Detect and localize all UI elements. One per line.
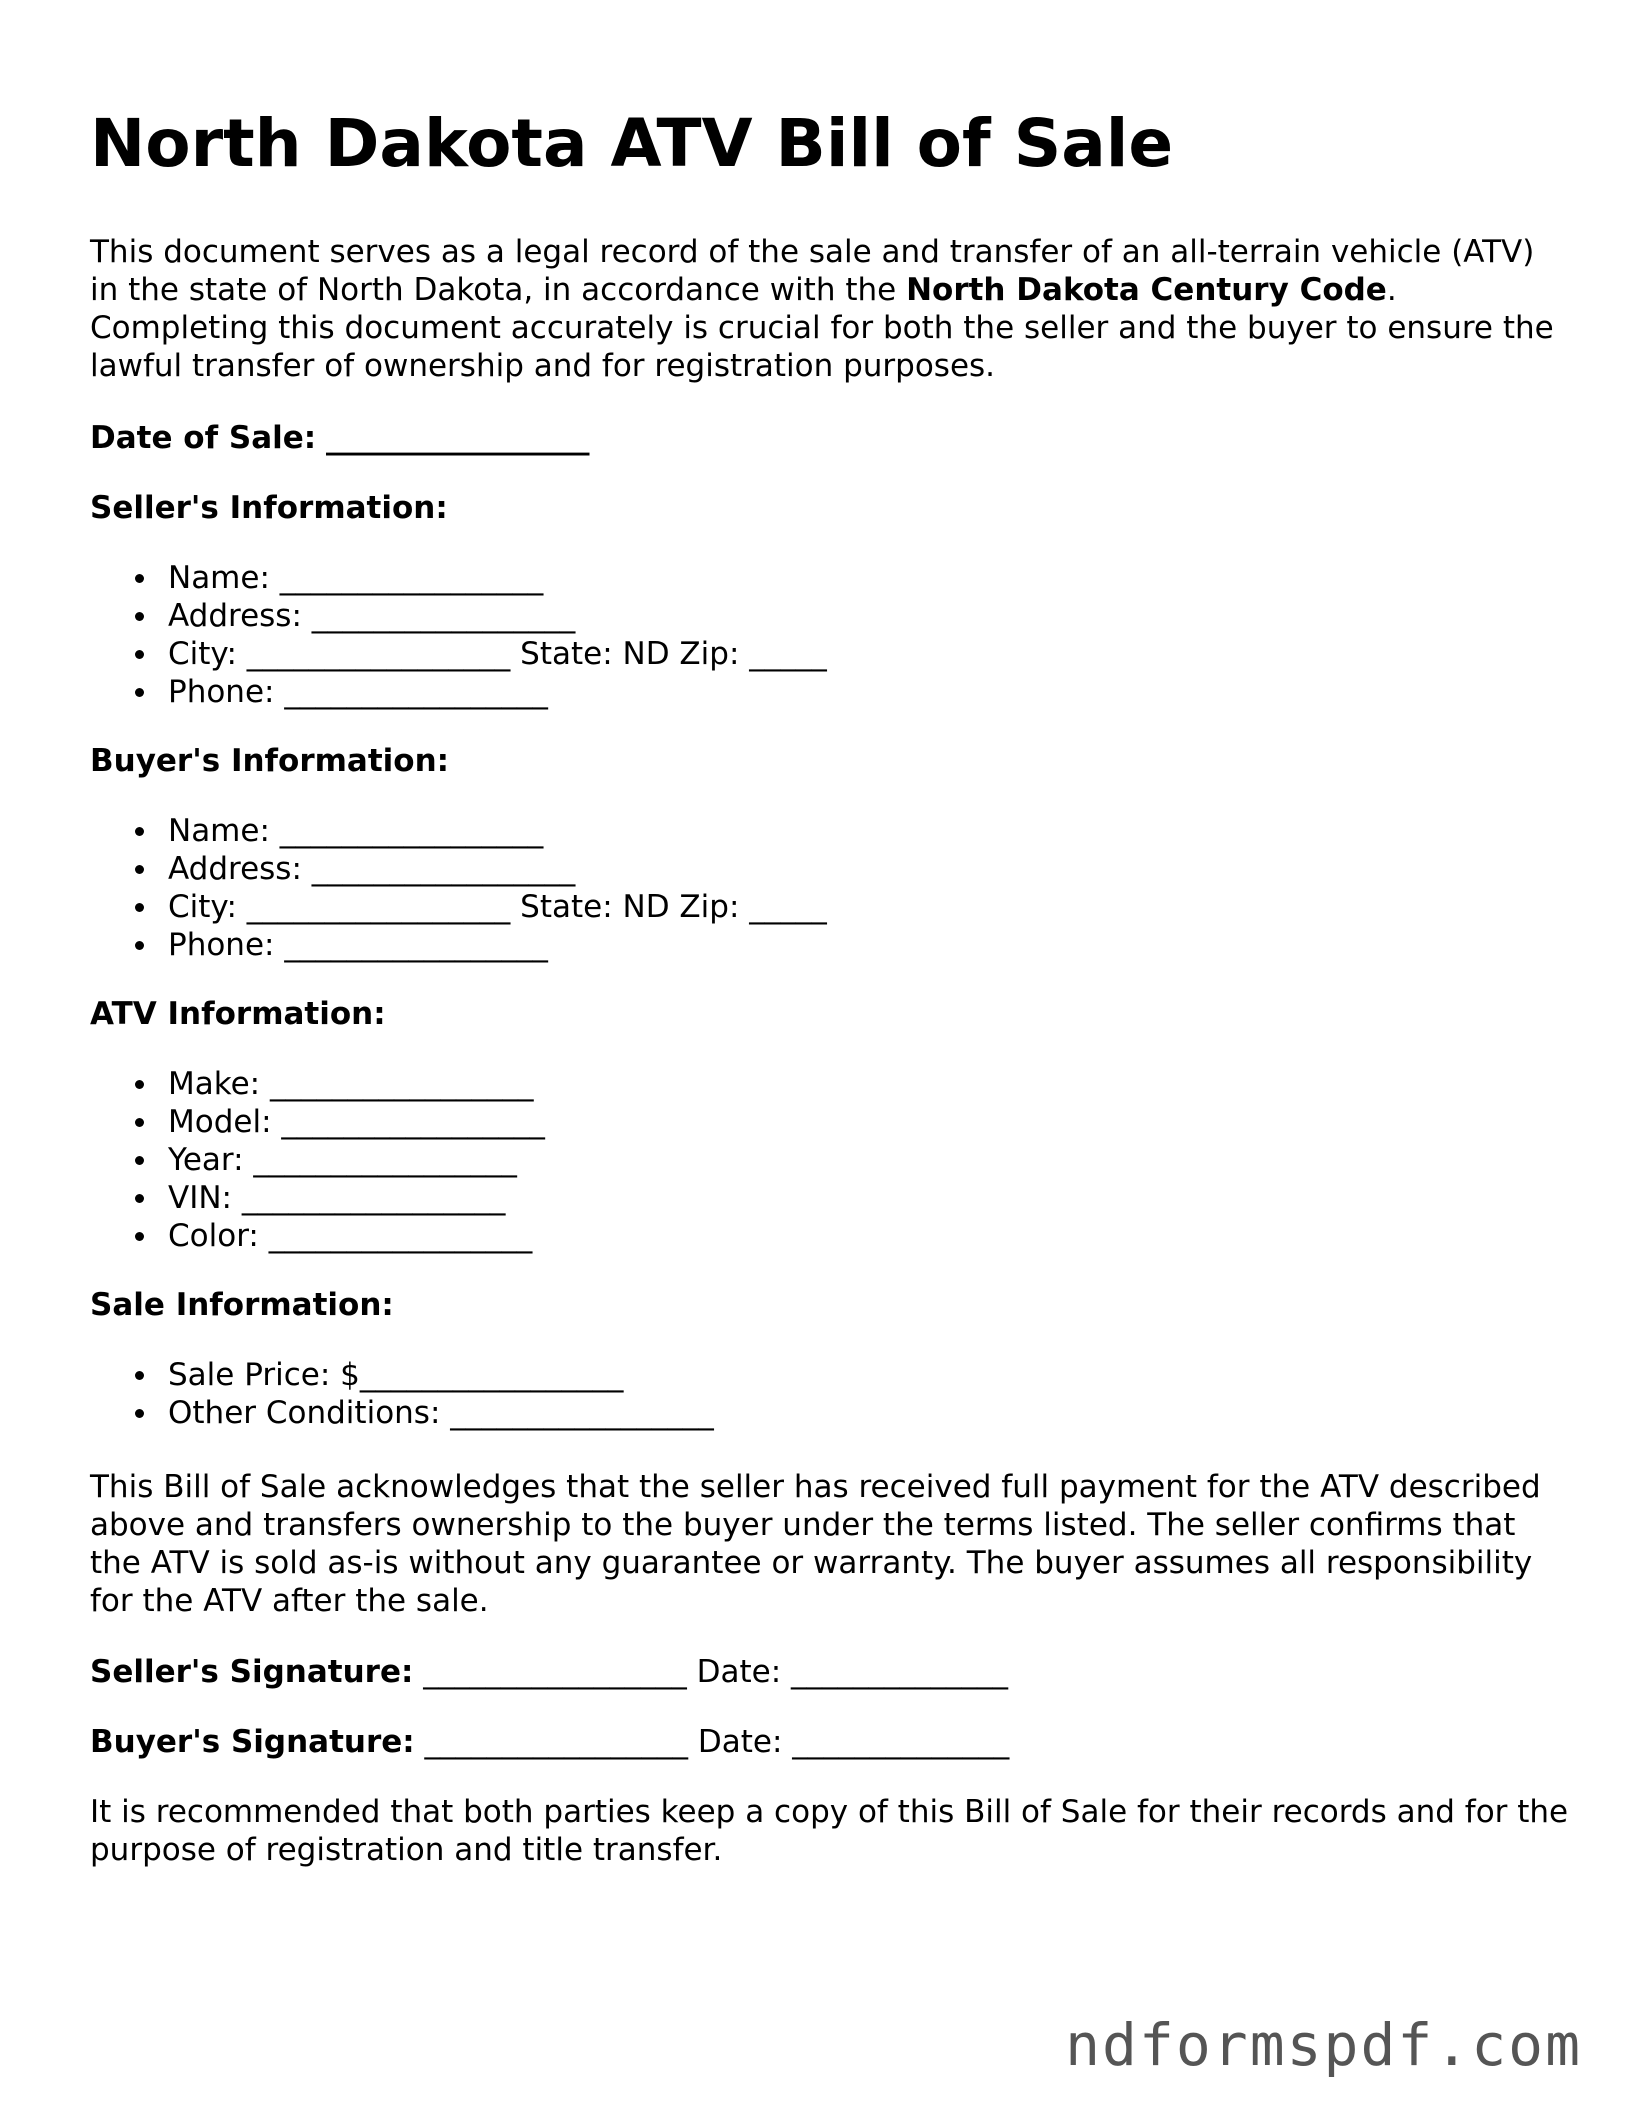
buyer-signature-field[interactable]: _________________ Date: ______________ xyxy=(414,1724,1010,1760)
buyer-signature-label: Buyer's Signature: xyxy=(90,1724,415,1760)
atv-heading: ATV Information: xyxy=(90,996,386,1032)
other-conditions-field[interactable]: Other Conditions: _________________ xyxy=(90,1394,714,1432)
watermark: ndformspdf.com xyxy=(1065,2011,1582,2079)
document-title: North Dakota ATV Bill of Sale xyxy=(90,105,1174,182)
atv-make-field[interactable]: Make: _________________ xyxy=(90,1065,545,1103)
sale-heading: Sale Information: xyxy=(90,1287,394,1323)
buyer-phone-field[interactable]: Phone: _________________ xyxy=(90,926,827,964)
date-of-sale-field[interactable]: _________________ xyxy=(326,420,590,456)
seller-city-state-zip-field[interactable]: City: _________________ State: ND Zip: _____ xyxy=(90,635,827,673)
seller-heading: Seller's Information: xyxy=(90,490,448,526)
acknowledgment-paragraph: This Bill of Sale acknowledges that the seller has received full payment for the ATV described above and transfers ownership to the buyer under the terms listed. The seller confirms that the ATV is sold as-is without any guarantee or warranty. The buyer assumes all responsibility for the ATV after the sale. xyxy=(90,1469,1541,1619)
sale-price-field[interactable]: Sale Price: $_________________ xyxy=(90,1356,714,1394)
atv-model-field[interactable]: Model: _________________ xyxy=(90,1103,545,1141)
atv-vin-field[interactable]: VIN: _________________ xyxy=(90,1179,545,1217)
buyer-signature-line xyxy=(90,1723,1009,1761)
buyer-name-field[interactable]: Name: _________________ xyxy=(90,812,827,850)
sale-info-list xyxy=(90,1356,714,1432)
seller-info-list xyxy=(90,559,827,711)
seller-address-field[interactable]: Address: _________________ xyxy=(90,597,827,635)
recommendation-paragraph: It is recommended that both parties keep a copy of this Bill of Sale for their records and for the purpose of registration and title transfer. xyxy=(90,1794,1569,1868)
seller-phone-field[interactable]: Phone: _________________ xyxy=(90,673,827,711)
seller-name-field[interactable]: Name: _________________ xyxy=(90,559,827,597)
buyer-city-state-zip-field[interactable]: City: _________________ State: ND Zip: _____ xyxy=(90,888,827,926)
atv-year-field[interactable]: Year: _________________ xyxy=(90,1141,545,1179)
date-of-sale-line xyxy=(90,419,590,457)
seller-signature-line xyxy=(90,1653,1008,1691)
intro-text-after: . Completing this document accurately is crucial for both the seller and the buyer to ensure the lawful transfer of ownership and for registration purposes. xyxy=(90,272,1554,384)
atv-info-list xyxy=(90,1065,545,1255)
atv-color-field[interactable]: Color: _________________ xyxy=(90,1217,545,1255)
intro-paragraph xyxy=(90,233,1570,385)
buyer-address-field[interactable]: Address: _________________ xyxy=(90,850,827,888)
buyer-heading: Buyer's Information: xyxy=(90,743,450,779)
buyer-info-list xyxy=(90,812,827,964)
date-of-sale-label: Date of Sale: xyxy=(90,420,317,456)
intro-code-reference: North Dakota Century Code xyxy=(906,272,1387,308)
intro-text-before: This document serves as a legal record of the sale and transfer of an all-terrain vehicle (ATV) in the state of North Dakota, in accordance with the xyxy=(90,234,1535,308)
seller-signature-label: Seller's Signature: xyxy=(90,1654,414,1690)
seller-signature-field[interactable]: _________________ Date: ______________ xyxy=(413,1654,1008,1690)
